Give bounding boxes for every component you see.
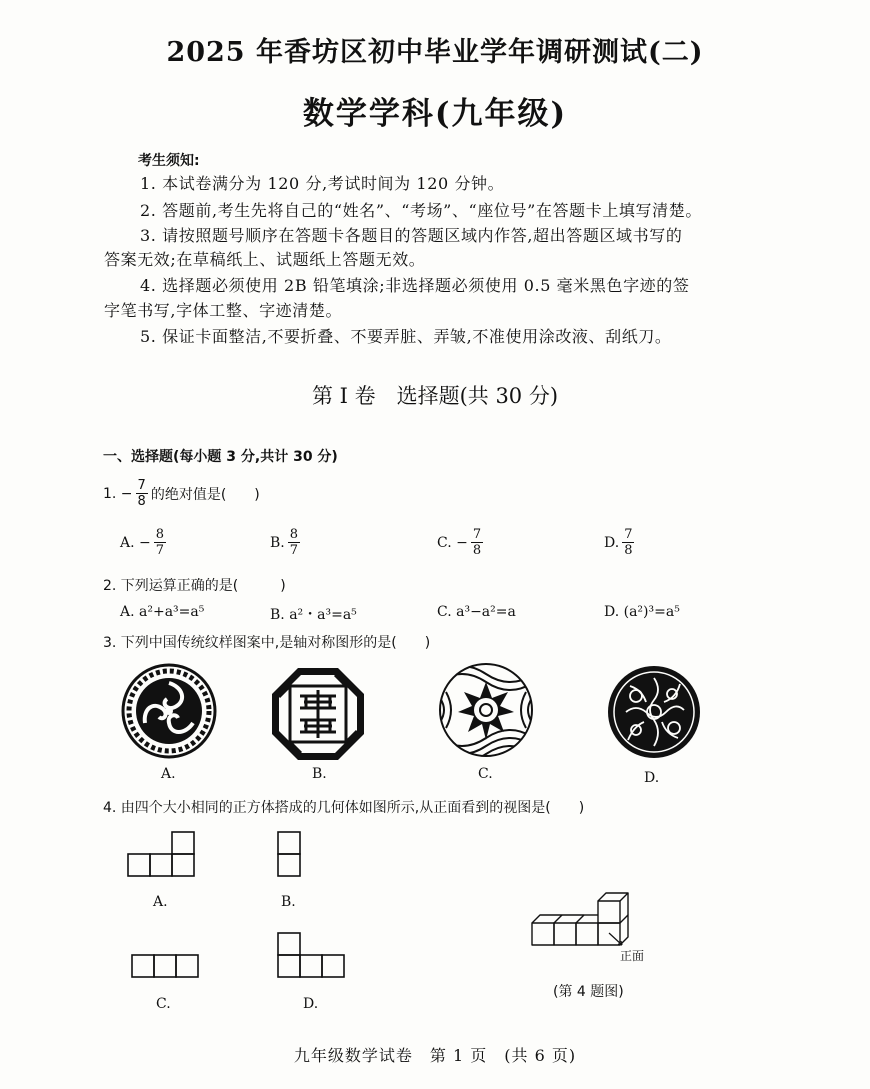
pattern-b-octagon-lattice-image <box>270 666 366 762</box>
pattern-c-flower-waves-image <box>438 662 534 758</box>
q2-option-a[interactable]: A. a²+a³=a⁵ <box>120 604 205 620</box>
q1-option-d-den: 8 <box>624 543 633 558</box>
q1-suffix: 的绝对值是( ) <box>150 486 260 503</box>
pattern-a-swirl-image <box>121 663 217 759</box>
q4-cube-figure-image <box>530 885 660 955</box>
section-title: 第 I 卷 选择题(共 30 分) <box>311 384 559 408</box>
q4-label-c[interactable]: C. <box>156 996 171 1012</box>
q1-option-a-num: 8 <box>155 527 165 542</box>
notice-item-1: 1. 本试卷满分为 120 分,考试时间为 120 分钟。 <box>140 174 505 193</box>
q3-label-b[interactable]: B. <box>312 766 327 782</box>
q1-prefix: 1. − <box>103 485 133 502</box>
question-1-stem <box>103 478 260 509</box>
q4-view-c-image <box>131 954 203 980</box>
q3-label-c[interactable]: C. <box>478 766 493 782</box>
exam-title: 2025 年香坊区初中毕业学年调研测试(二) <box>166 37 704 68</box>
q1-option-d-num: 7 <box>624 527 633 542</box>
q4-view-b-image <box>277 831 303 877</box>
notice-item-3-cont: 答案无效;在草稿纸上、试题纸上答题无效。 <box>104 250 426 269</box>
q1-option-a[interactable] <box>120 527 166 558</box>
q4-label-b[interactable]: B. <box>281 894 296 910</box>
q1-option-c-fraction <box>471 527 483 558</box>
question-2-stem: 2. 下列运算正确的是( ) <box>103 578 286 594</box>
q4-label-a[interactable]: A. <box>153 894 168 910</box>
q1-option-c[interactable] <box>437 527 483 558</box>
q1-option-a-label: A. − <box>120 534 151 551</box>
page-footer: 九年级数学试卷 第 1 页 (共 6 页) <box>293 1046 577 1065</box>
notice-item-5: 5. 保证卡面整洁,不要折叠、不要弄脏、弄皱,不准使用涂改液、刮纸刀。 <box>140 327 672 346</box>
q1-option-d-label: D. <box>604 534 620 551</box>
q1-option-b-label: B. <box>270 534 285 551</box>
notice-item-4: 4. 选择题必须使用 2B 铅笔填涂;非选择题必须使用 0.5 毫米黑色字迹的签 <box>140 276 690 295</box>
q1-option-b[interactable] <box>270 527 300 558</box>
q3-label-a[interactable]: A. <box>161 766 176 782</box>
exam-subject: 数学学科(九年级) <box>302 96 568 132</box>
q1-option-b-den: 7 <box>289 543 299 558</box>
pattern-d-floral-medallion-image <box>606 664 702 760</box>
notice-item-2: 2. 答题前,考生先将自己的“姓名”、“考场”、“座位号”在答题卡上填写清楚。 <box>140 201 702 220</box>
q1-option-d[interactable] <box>604 527 634 558</box>
question-4-stem: 4. 由四个大小相同的正方体搭成的几何体如图所示,从正面看到的视图是( ) <box>103 800 585 816</box>
notice-item-3: 3. 请按照题号顺序在答题卡各题目的答题区域内作答,超出答题区域书写的 <box>140 226 683 245</box>
q1-numerator: 7 <box>137 478 146 493</box>
q1-option-b-fraction <box>288 527 300 558</box>
q2-option-d[interactable]: D. (a²)³=a⁵ <box>604 604 680 620</box>
question-3-stem: 3. 下列中国传统纹样图案中,是轴对称图形的是( ) <box>103 635 431 651</box>
q4-figure-caption: (第 4 题图) <box>553 984 624 1000</box>
q1-option-a-fraction <box>154 527 166 558</box>
q4-view-d-image <box>277 932 349 980</box>
q1-option-a-den: 7 <box>155 543 165 558</box>
q1-fraction <box>136 478 148 509</box>
q3-label-d[interactable]: D. <box>644 770 660 786</box>
q1-option-b-num: 8 <box>289 527 299 542</box>
q1-option-c-den: 8 <box>472 543 482 558</box>
q4-front-label: 正面 <box>620 949 645 963</box>
q2-option-c[interactable]: C. a³−a²=a <box>437 604 516 620</box>
q1-denominator: 8 <box>137 494 146 509</box>
q1-option-d-fraction <box>622 527 634 558</box>
q1-option-c-label: C. − <box>437 534 468 551</box>
q4-view-a-image <box>127 831 197 877</box>
q4-label-d[interactable]: D. <box>303 996 319 1012</box>
notice-heading: 考生须知: <box>138 153 200 169</box>
notice-item-4-cont: 字笔书写,字体工整、字迹清楚。 <box>104 301 343 320</box>
section-subtitle: 一、选择题(每小题 3 分,共计 30 分) <box>103 449 338 465</box>
q1-option-c-num: 7 <box>472 527 482 542</box>
q2-option-b[interactable]: B. a²・a³=a⁵ <box>270 607 357 623</box>
